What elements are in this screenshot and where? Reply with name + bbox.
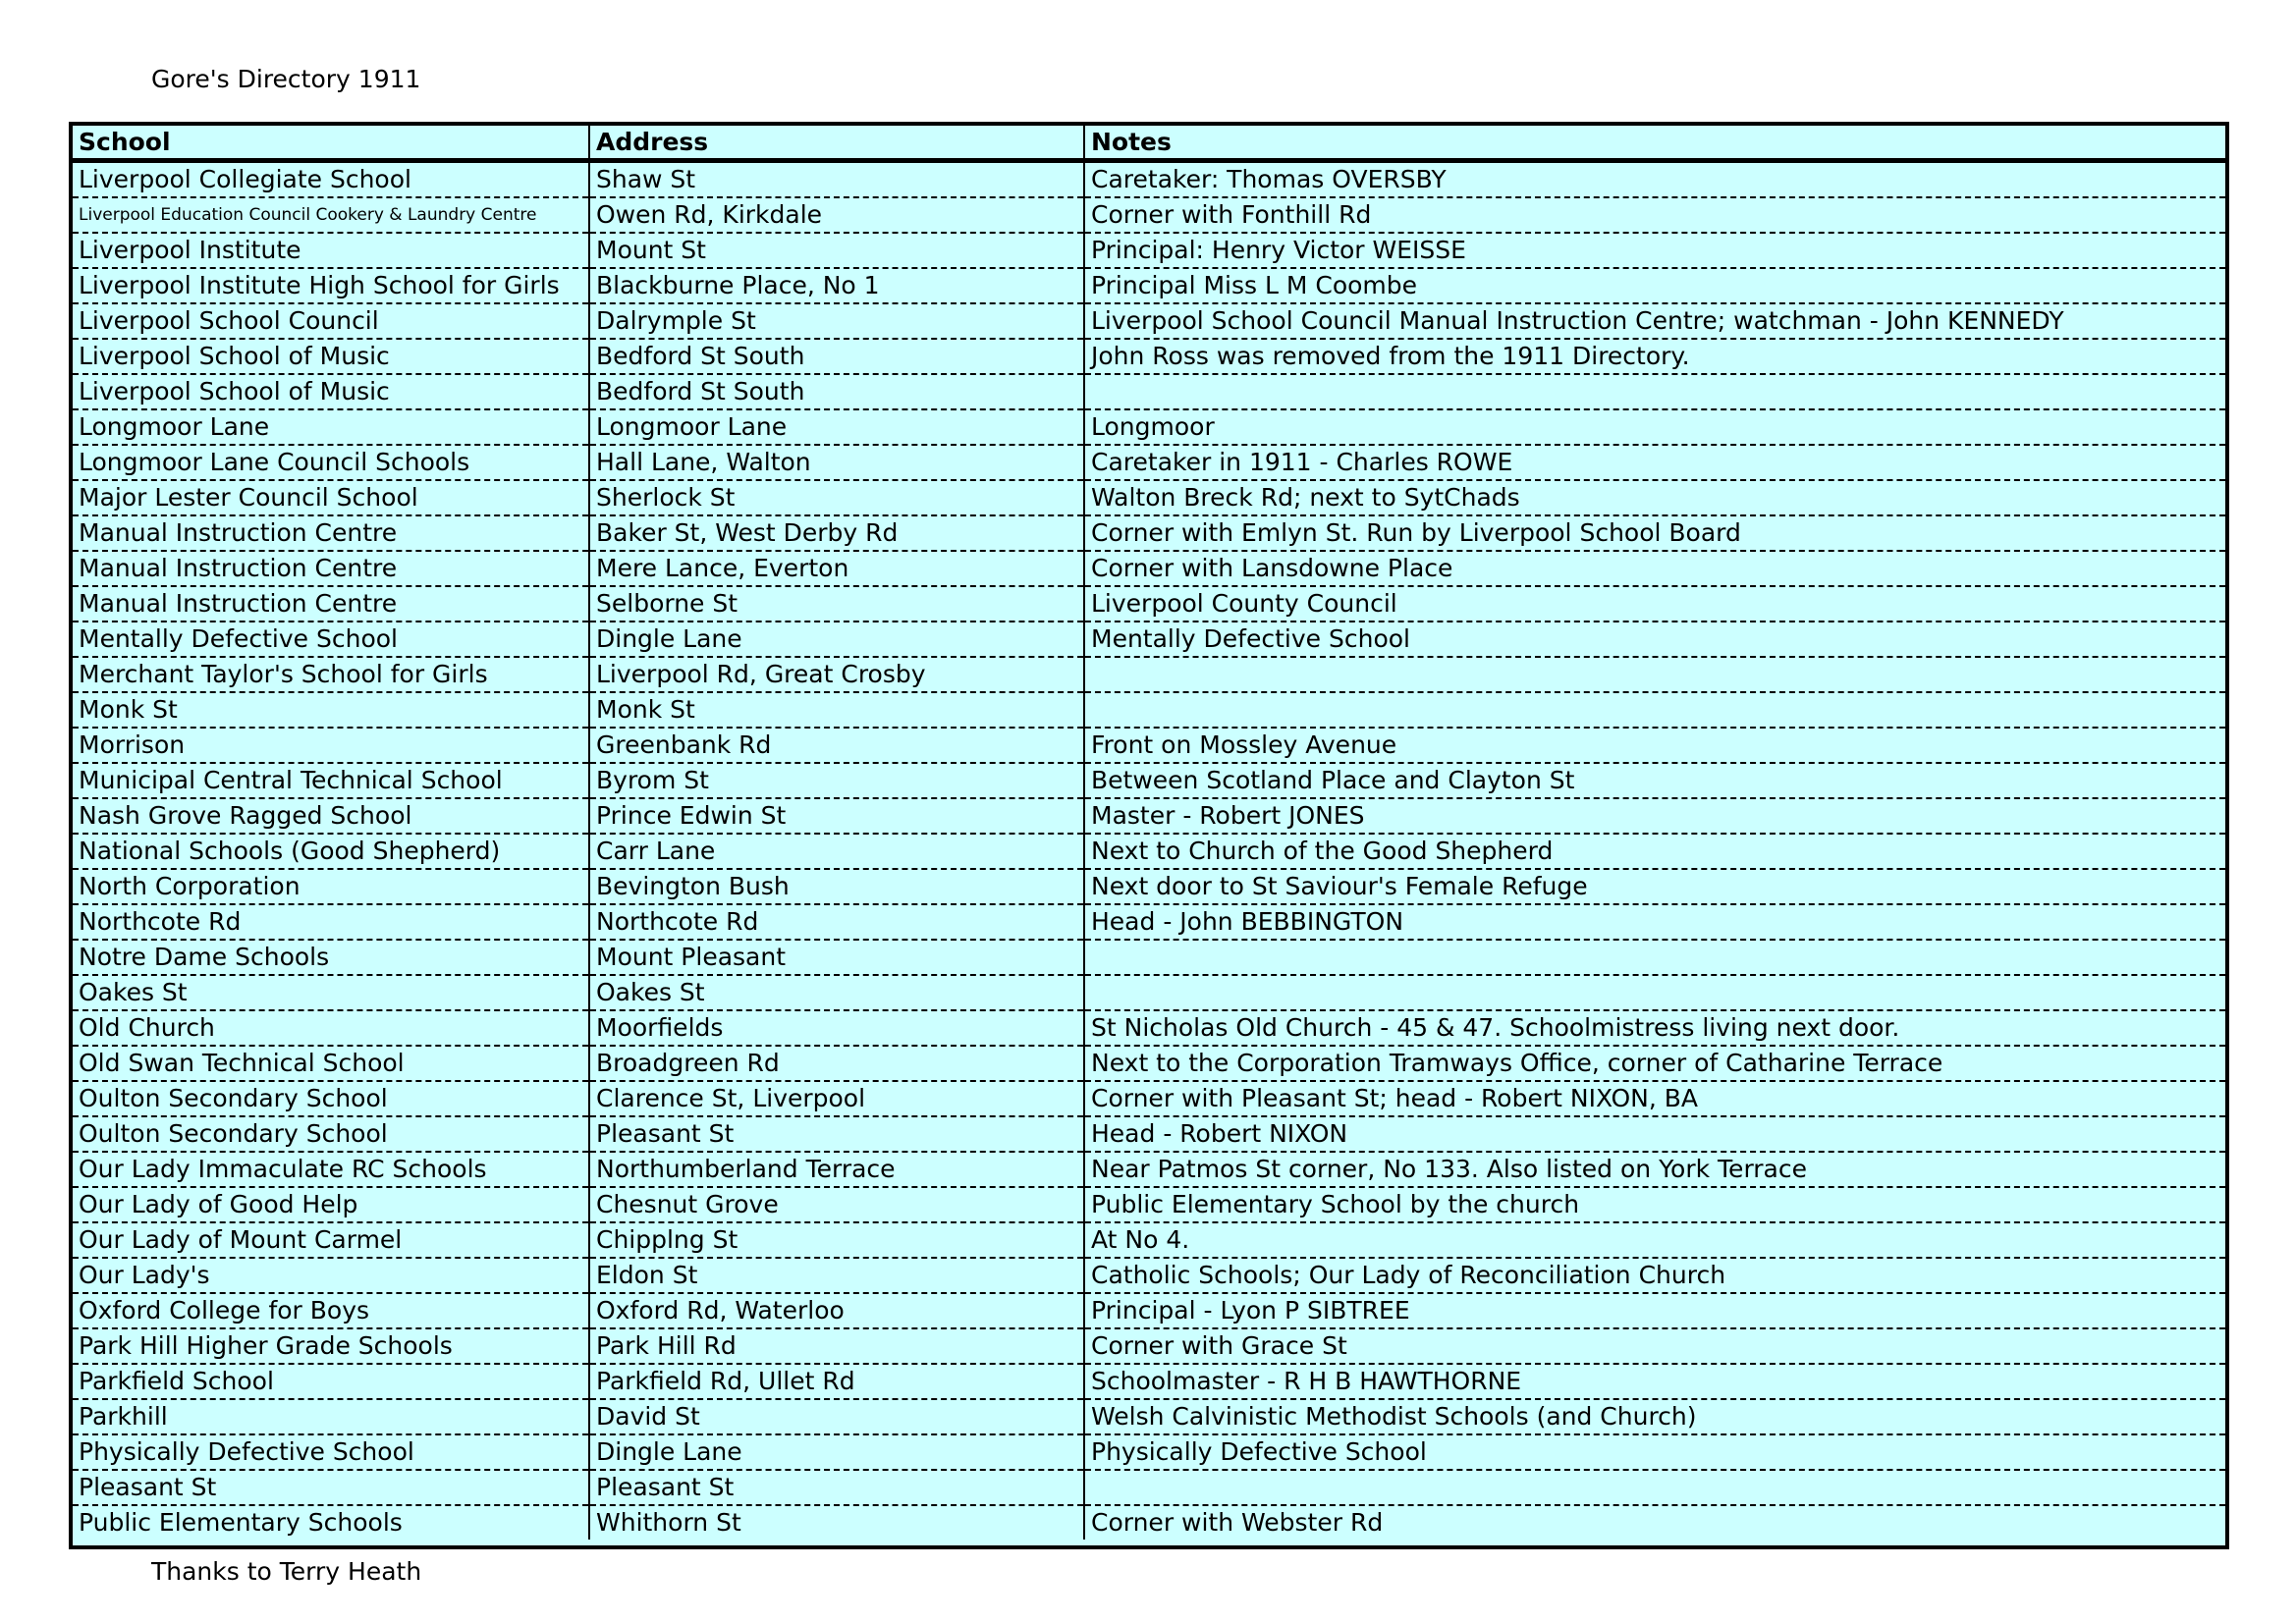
address-cell: Moorfields (589, 1010, 1084, 1046)
notes-cell: Corner with Webster Rd (1091, 1508, 1384, 1537)
notes-cell: Corner with Emlyn St. Run by Liverpool School Board (1084, 515, 2225, 551)
address-cell: Dalrymple St (589, 303, 1084, 339)
notes-cell: Longmoor (1084, 409, 2225, 445)
address-cell: Chesnut Grove (589, 1187, 1084, 1222)
notes-cell (1084, 940, 2225, 975)
school-cell: Oulton Secondary School (73, 1081, 589, 1116)
address-cell: Owen Rd, Kirkdale (589, 197, 1084, 233)
address-cell: Northumberland Terrace (589, 1152, 1084, 1187)
notes-cell: Next door to St Saviour's Female Refuge (1084, 869, 2225, 904)
table-body (73, 161, 2225, 1541)
table-row (73, 692, 2225, 728)
address-cell: Pleasant St (589, 1116, 1084, 1152)
address-cell: Bedford St South (589, 374, 1084, 409)
notes-cell: Public Elementary School by the church (1084, 1187, 2225, 1222)
address-cell: Northcote Rd (589, 904, 1084, 940)
address-cell: Liverpool Rd, Great Crosby (589, 657, 1084, 692)
school-cell: Liverpool Institute (73, 233, 589, 268)
address-cell: Chipplng St (589, 1222, 1084, 1258)
address-cell: Baker St, West Derby Rd (589, 515, 1084, 551)
table-row (73, 1116, 2225, 1152)
school-cell: Public Elementary Schools (73, 1505, 589, 1540)
school-cell: Our Lady's (73, 1258, 589, 1293)
school-cell: Morrison (73, 728, 589, 763)
notes-cell: Schoolmaster - R H B HAWTHORNE (1084, 1364, 2225, 1399)
notes-cell: Principal - Lyon P SIBTREE (1084, 1293, 2225, 1328)
school-cell: Liverpool School Council (73, 303, 589, 339)
notes-cell (1084, 692, 2225, 728)
address-cell: Shaw St (589, 161, 1084, 198)
table-row (73, 480, 2225, 515)
address-cell: Sherlock St (589, 480, 1084, 515)
table-row (73, 1081, 2225, 1116)
school-cell: Mentally Defective School (73, 622, 589, 657)
school-cell: Municipal Central Technical School (73, 763, 589, 798)
school-cell: Our Lady Immaculate RC Schools (73, 1152, 589, 1187)
table-row (73, 869, 2225, 904)
address-cell: Clarence St, Liverpool (589, 1081, 1084, 1116)
school-cell: Notre Dame Schools (73, 940, 589, 975)
table-row (73, 798, 2225, 834)
school-cell: Major Lester Council School (73, 480, 589, 515)
table-row (73, 303, 2225, 339)
notes-cell (1084, 975, 2225, 1010)
school-cell: Parkfield School (73, 1364, 589, 1399)
table-row (73, 1434, 2225, 1470)
table-row (73, 1152, 2225, 1187)
document-title: Gore's Directory 1911 (151, 65, 421, 93)
school-cell: Pleasant St (73, 1470, 589, 1505)
address-cell: Byrom St (589, 763, 1084, 798)
address-cell: Oxford Rd, Waterloo (589, 1293, 1084, 1328)
school-cell: Liverpool Institute High School for Girls (73, 268, 589, 303)
address-cell: Eldon St (589, 1258, 1084, 1293)
table-row (73, 1399, 2225, 1434)
school-cell: Oakes St (73, 975, 589, 1010)
column-header-address: Address (589, 126, 1084, 161)
address-cell: Parkfield Rd, Ullet Rd (589, 1364, 1084, 1399)
address-cell: Hall Lane, Walton (589, 445, 1084, 480)
school-cell: Northcote Rd (73, 904, 589, 940)
address-cell: Dingle Lane (589, 622, 1084, 657)
notes-cell: At No 4. (1084, 1222, 2225, 1258)
table-row (73, 1364, 2225, 1399)
school-cell: Park Hill Higher Grade Schools (73, 1328, 589, 1364)
address-cell: David St (589, 1399, 1084, 1434)
notes-cell: Physically Defective School (1084, 1434, 2225, 1470)
address-cell: Mere Lance, Everton (589, 551, 1084, 586)
address-cell: Oakes St (589, 975, 1084, 1010)
notes-cell: Mentally Defective School (1084, 622, 2225, 657)
table-row (73, 1505, 2225, 1540)
directory-table (73, 126, 2225, 1540)
school-cell: Merchant Taylor's School for Girls (73, 657, 589, 692)
notes-cell: John Ross was removed from the 1911 Directory. (1084, 339, 2225, 374)
notes-cell: Between Scotland Place and Clayton St (1084, 763, 2225, 798)
notes-cell: Next to the Corporation Tramways Office, corner of Catharine Terrace (1084, 1046, 2225, 1081)
notes-cell: Principal: Henry Victor WEISSE (1084, 233, 2225, 268)
table-row (73, 834, 2225, 869)
table-row (73, 1187, 2225, 1222)
table-header-row (73, 126, 2225, 161)
notes-cell: Front on Mossley Avenue (1084, 728, 2225, 763)
notes-cell: Catholic Schools; Our Lady of Reconciliation Church (1084, 1258, 2225, 1293)
address-cell: Blackburne Place, No 1 (589, 268, 1084, 303)
notes-cell (1084, 657, 2225, 692)
school-cell: Liverpool School of Music (73, 339, 589, 374)
notes-cell: Walton Breck Rd; next to SytChads (1084, 480, 2225, 515)
school-cell: Oxford College for Boys (73, 1293, 589, 1328)
table-row (73, 622, 2225, 657)
table-row (73, 1293, 2225, 1328)
school-cell: Liverpool Collegiate School (73, 161, 589, 198)
table-row (73, 904, 2225, 940)
table-row (73, 515, 2225, 551)
school-cell: Physically Defective School (73, 1434, 589, 1470)
table-row (73, 161, 2225, 198)
address-cell: Monk St (589, 692, 1084, 728)
notes-cell: Next to Church of the Good Shepherd (1084, 834, 2225, 869)
school-cell: North Corporation (73, 869, 589, 904)
address-cell: Longmoor Lane (589, 409, 1084, 445)
address-cell: Bedford St South (589, 339, 1084, 374)
address-cell: Selborne St (589, 586, 1084, 622)
notes-cell: Liverpool County Council (1084, 586, 2225, 622)
school-cell: Manual Instruction Centre (73, 586, 589, 622)
address-cell: Pleasant St (589, 1470, 1084, 1505)
table-row (73, 268, 2225, 303)
school-cell: Liverpool Education Council Cookery & Laundry Centre (73, 197, 589, 233)
notes-cell: Liverpool School Council Manual Instruction Centre; watchman - John KENNEDY (1084, 303, 2225, 339)
school-cell: Monk St (73, 692, 589, 728)
footer-credit: Thanks to Terry Heath (151, 1557, 422, 1586)
table-row (73, 1470, 2225, 1505)
school-cell: Manual Instruction Centre (73, 515, 589, 551)
address-cell: Park Hill Rd (589, 1328, 1084, 1364)
directory-table-frame (69, 122, 2229, 1549)
notes-cell (1084, 374, 2225, 409)
address-cell: Mount St (589, 233, 1084, 268)
notes-cell: Head - Robert NIXON (1084, 1116, 2225, 1152)
column-header-school: School (73, 126, 589, 161)
table-row (73, 1010, 2225, 1046)
table-row (73, 1328, 2225, 1364)
school-cell: Manual Instruction Centre (73, 551, 589, 586)
notes-cell: Head - John BEBBINGTON (1084, 904, 2225, 940)
school-cell: Our Lady of Good Help (73, 1187, 589, 1222)
table-row (73, 233, 2225, 268)
notes-cell: Caretaker in 1911 - Charles ROWE (1084, 445, 2225, 480)
table-row (73, 339, 2225, 374)
table-row (73, 657, 2225, 692)
table-row (73, 586, 2225, 622)
table-row (73, 975, 2225, 1010)
notes-cell: Master - Robert JONES (1084, 798, 2225, 834)
table-row (73, 551, 2225, 586)
table-row (73, 197, 2225, 233)
table-row (73, 763, 2225, 798)
notes-cell: Corner with Fonthill Rd (1084, 197, 2225, 233)
school-cell: Liverpool School of Music (73, 374, 589, 409)
notes-cell: Near Patmos St corner, No 133. Also listed on York Terrace (1084, 1152, 2225, 1187)
school-cell: National Schools (Good Shepherd) (73, 834, 589, 869)
school-cell: Longmoor Lane (73, 409, 589, 445)
address-cell: Greenbank Rd (589, 728, 1084, 763)
table-row (73, 1046, 2225, 1081)
address-cell: Mount Pleasant (589, 940, 1084, 975)
table-row (73, 1258, 2225, 1293)
notes-cell: Caretaker: Thomas OVERSBY (1084, 161, 2225, 198)
school-cell: Oulton Secondary School (73, 1116, 589, 1152)
school-cell: Old Swan Technical School (73, 1046, 589, 1081)
school-cell: Old Church (73, 1010, 589, 1046)
address-cell: Broadgreen Rd (589, 1046, 1084, 1081)
address-cell: Bevington Bush (589, 869, 1084, 904)
table-row (73, 728, 2225, 763)
notes-cell: Corner with Pleasant St; head - Robert NIXON, BA (1084, 1081, 2225, 1116)
notes-cell: Corner with Grace St (1084, 1328, 2225, 1364)
address-cell: Dingle Lane (589, 1434, 1084, 1470)
address-cell: Whithorn St (589, 1505, 1084, 1540)
table-row (73, 374, 2225, 409)
address-cell: Prince Edwin St (589, 798, 1084, 834)
school-cell: Nash Grove Ragged School (73, 798, 589, 834)
address-cell: Carr Lane (589, 834, 1084, 869)
table-row (73, 445, 2225, 480)
notes-cell: Welsh Calvinistic Methodist Schools (and Church) (1084, 1399, 2225, 1434)
table-row (73, 1222, 2225, 1258)
table-row (73, 940, 2225, 975)
notes-cell: Corner with Lansdowne Place (1084, 551, 2225, 586)
school-cell: Longmoor Lane Council Schools (73, 445, 589, 480)
notes-cell: St Nicholas Old Church - 45 & 47. Schoolmistress living next door. (1084, 1010, 2225, 1046)
notes-cell: Principal Miss L M Coombe (1084, 268, 2225, 303)
notes-cell (1084, 1470, 2225, 1505)
school-cell: Parkhill (73, 1399, 589, 1434)
table-row (73, 409, 2225, 445)
column-header-notes: Notes (1084, 126, 2225, 161)
school-cell: Our Lady of Mount Carmel (73, 1222, 589, 1258)
